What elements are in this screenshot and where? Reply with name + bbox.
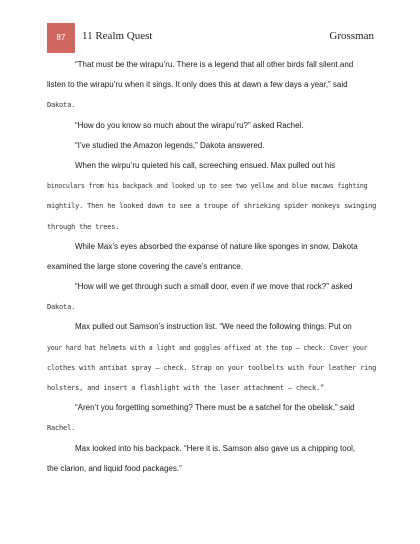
text-line: the clarion, and liquid food packages.”	[47, 463, 182, 473]
text-line: Dakota.	[47, 303, 76, 312]
text-line: “How do you know so much about the wirapu’ru?” asked Rachel.	[75, 120, 304, 130]
text-line: holsters, and insert a flashlight with the laser attachment – check.”	[47, 384, 324, 392]
text-line: Rachel.	[47, 424, 76, 433]
text-line: “That must be the wirapu’ru. There is a legend that all other birds fall silent and	[75, 60, 354, 69]
text-line: “I’ve studied the Amazon legends,” Dakota answered.	[75, 140, 265, 150]
text-line: mightily. Then he looked down to see a troupe of shrieking spider monkeys swinging	[47, 202, 377, 211]
text-line: examined the large stone covering the cave’s entrance.	[47, 261, 243, 271]
text-line: Dakota.	[47, 101, 76, 110]
author-name: Grossman	[329, 30, 374, 42]
text-line: listen to the wirapu’ru when it sings. It only does this at dawn a few days a year,” said	[47, 80, 348, 90]
text-line: your hard hat helmets with a light and goggles affixed at the top – check. Cover your	[47, 343, 368, 352]
text-line: While Max’s eyes absorbed the expanse of nature like sponges in snow, Dakota	[75, 241, 358, 251]
text-line: Max pulled out Samson’s instruction list. “We need the following things. Put on	[75, 322, 352, 332]
text-line: “Aren’t you forgetting something? There must be a satchel for the obelisk,” said	[75, 403, 355, 413]
page-number-badge: 87	[47, 23, 75, 53]
text-line: clothes with antibat spray – check. Strap on your toolbelts with four leather ring	[47, 363, 377, 372]
text-line: When the wirpu’ru quieted his call, screeching ensued. Max pulled out his	[75, 160, 336, 170]
page-header	[0, 0, 420, 60]
text-line: Max looked into his backpack. “Here it is. Samson also gave us a chipping tool,	[75, 443, 356, 453]
body-text	[47, 55, 377, 479]
text-line: binoculars from his backpack and looked up to see two yellow and blue macaws fighting	[47, 182, 368, 191]
text-line: “How will we get through such a small door, even if we move that rock?” asked	[75, 282, 353, 292]
text-line: through the trees.	[47, 222, 120, 231]
book-title: 11 Realm Quest	[82, 30, 153, 42]
